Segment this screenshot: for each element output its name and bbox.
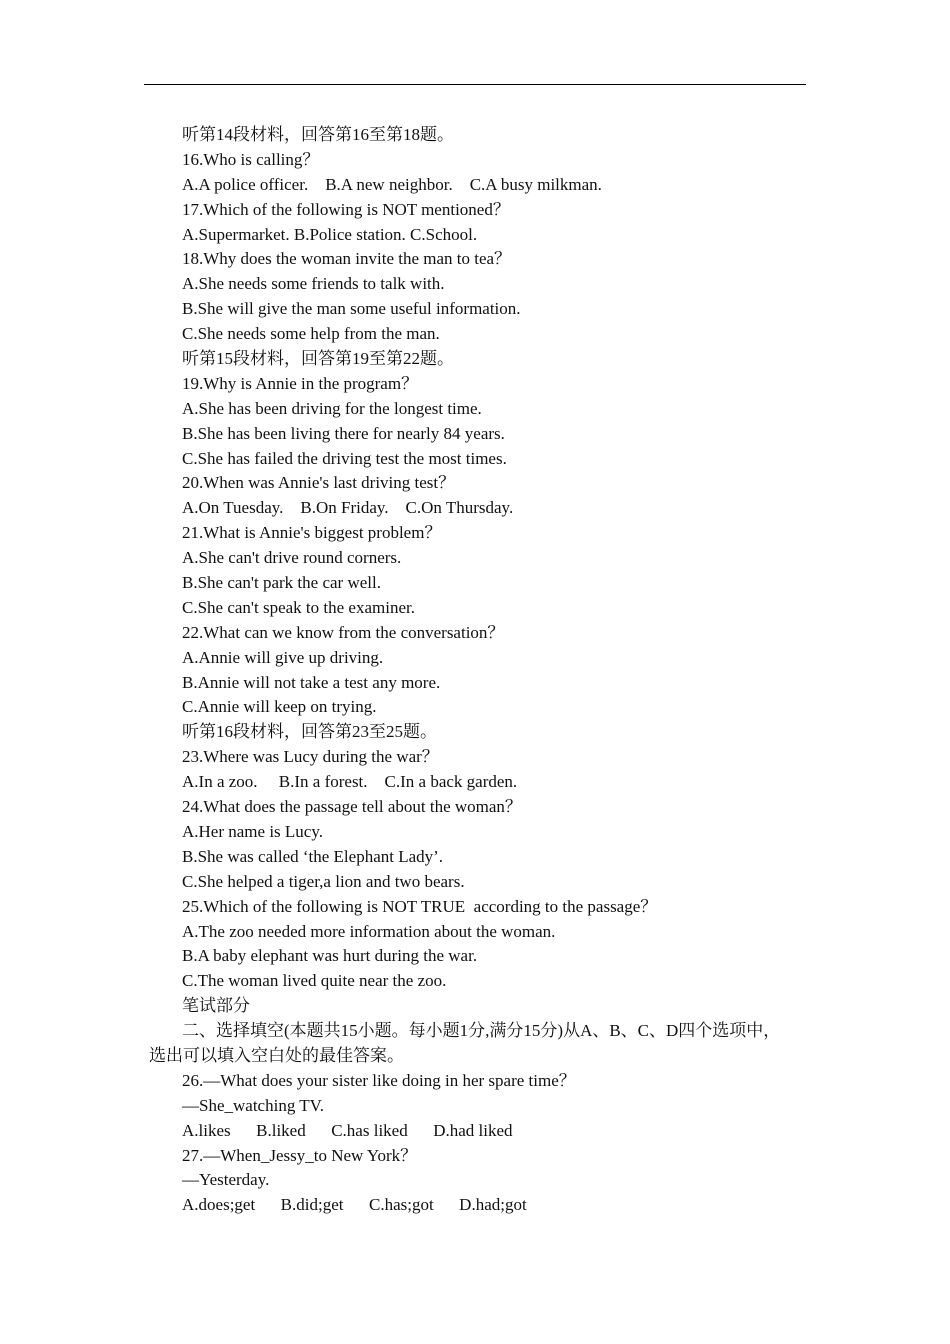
section-heading: 听第15段材料，回答第19至第22题。 [182,349,454,369]
option-25c: C.The woman lived quite near the zoo. [182,971,447,991]
options-26: A.likes B.liked C.has liked D.had liked [182,1120,513,1140]
option-22c: C.Annie will keep on trying. [182,697,377,717]
option-25b: B.A baby elephant was hurt during the war. [182,946,478,966]
question-22: 22.What can we know from the conversation？ [182,622,505,642]
option-22a: A.Annie will give up driving. [182,647,384,667]
options-20: A.On Tuesday. B.On Friday. C.On Thursday. [182,498,514,518]
question-26: 26.—What does your sister like doing in her spare time？ [182,1070,576,1090]
question-18: 18.Why does the woman invite the man to tea？ [182,249,512,269]
question-17: 17.Which of the following is NOT mentioned？ [182,199,510,219]
option-24b: B.She was called ‘the Elephant Lady’. [182,846,444,866]
option-18b: B.She will give the man some useful information. [182,299,521,319]
question-23: 23.Where was Lucy during the war？ [182,747,439,767]
question-19: 19.Why is Annie in the program？ [182,373,419,393]
options-27: A.does;get B.did;get C.has;got D.had;got [182,1195,527,1215]
option-19c: C.She has failed the driving test the most times. [182,448,507,468]
question-16: 16.Who is calling？ [182,149,320,169]
options-16: A.A police officer. B.A new neighbor. C.A busy milkman. [182,174,602,194]
question-25: 25.Which of the following is NOT TRUE according to the passage？ [182,896,658,916]
question-20: 20.When was Annie's last driving test？ [182,473,456,493]
section2-instructions: 二、选择填空(本题共15小题。每小题1分,满分15分)从A、B、C、D四个选项中， [182,1021,781,1041]
option-18a: A.She needs some friends to talk with. [182,274,445,294]
option-21c: C.She can't speak to the examiner. [182,597,415,617]
question-21: 21.What is Annie's biggest problem？ [182,523,442,543]
header-rule [144,84,806,85]
options-23: A.In a zoo. B.In a forest. C.In a back garden. [182,772,518,792]
section-heading: 听第14段材料，回答第16至第18题。 [182,125,454,144]
section2-instructions-cont: 选出可以填入空白处的最佳答案。 [149,1045,404,1065]
option-19a: A.She has been driving for the longest time. [182,398,482,418]
question-27: 27.—When_Jessy_to New York？ [182,1145,418,1165]
option-24a: A.Her name is Lucy. [182,821,323,841]
option-18c: C.She needs some help from the man. [182,324,440,344]
option-21a: A.She can't drive round corners. [182,548,402,568]
answer-27: —Yesterday. [182,1170,270,1190]
options-17: A.Supermarket. B.Police station. C.School. [182,224,478,244]
written-section-heading: 笔试部分 [182,996,250,1016]
question-24: 24.What does the passage tell about the woman？ [182,797,522,817]
option-22b: B.Annie will not take a test any more. [182,672,441,692]
option-21b: B.She can't park the car well. [182,573,381,593]
answer-26: —She_watching TV. [182,1095,324,1115]
section-heading: 听第16段材料，回答第23至25题。 [182,722,437,742]
exam-body [149,123,832,1218]
option-19b: B.She has been living there for nearly 84 years. [182,423,505,443]
option-24c: C.She helped a tiger,a lion and two bears. [182,871,465,891]
option-25a: A.The zoo needed more information about the woman. [182,921,556,941]
